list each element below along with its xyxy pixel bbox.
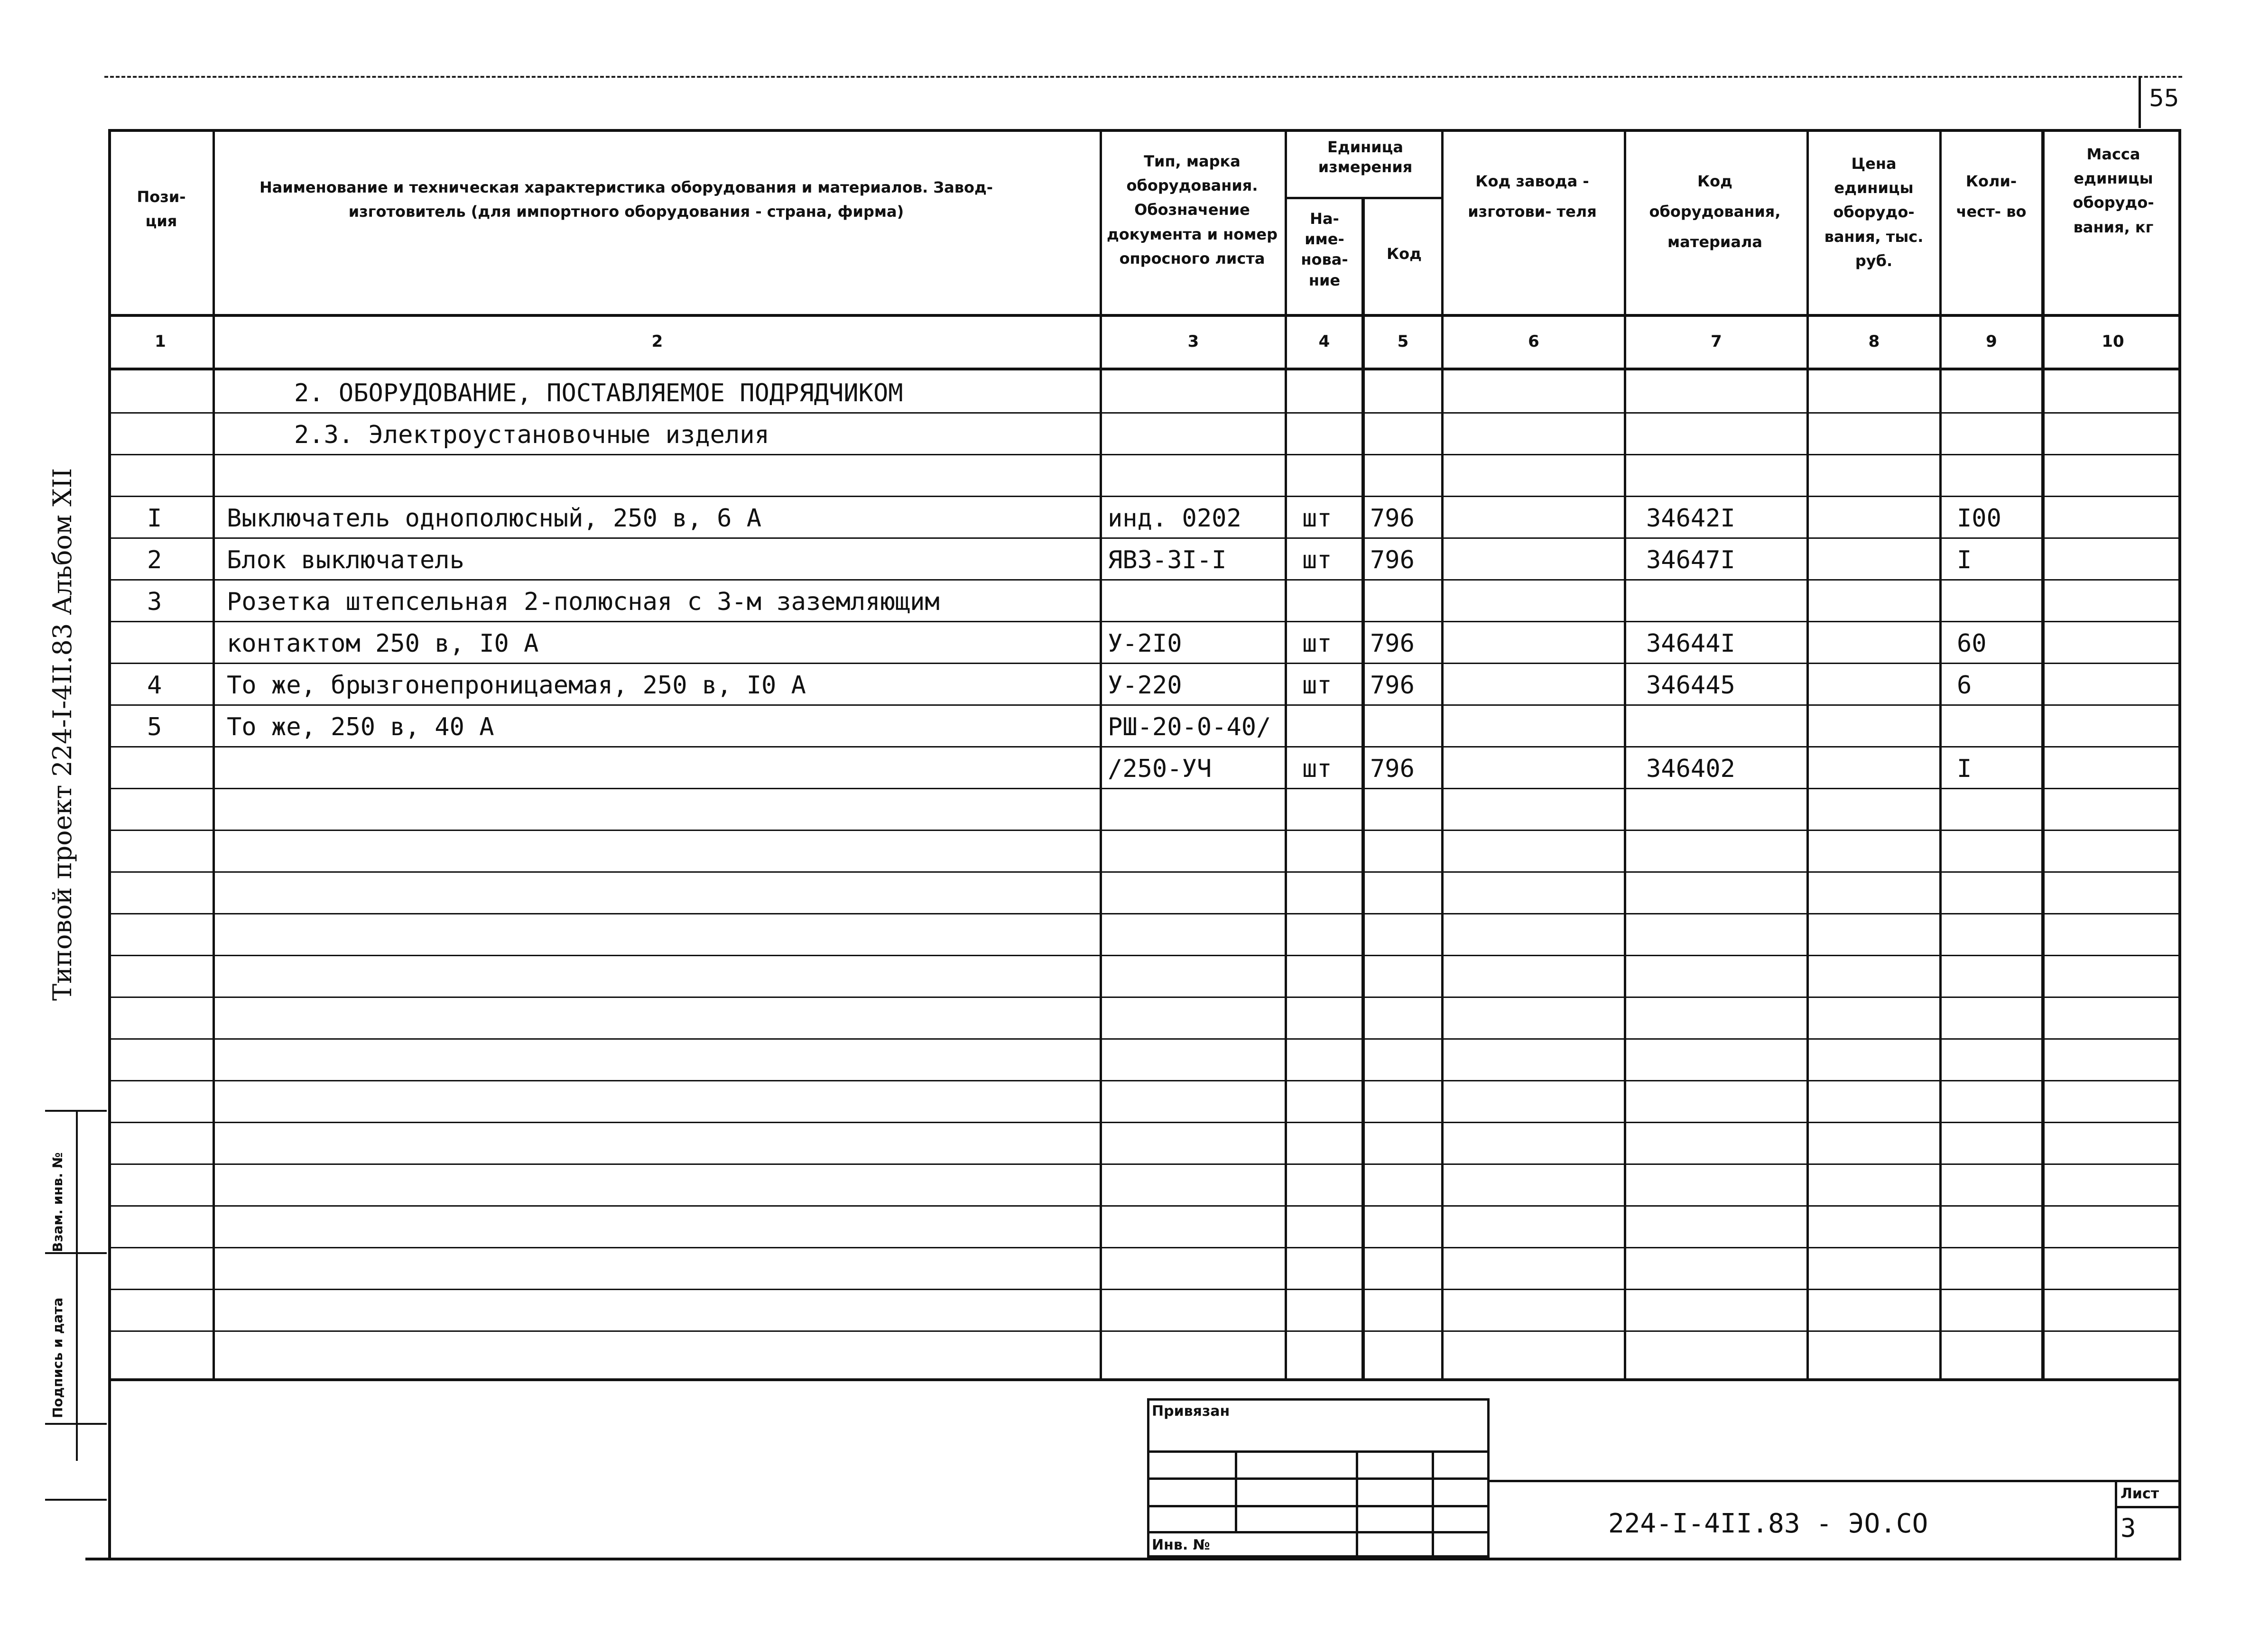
col-line-6 [1624, 129, 1626, 1381]
row-unit: шт [1302, 504, 1332, 533]
row-divider [108, 1247, 2181, 1248]
row-unit: шт [1302, 546, 1332, 574]
header-qty: Коли- чест- во [1956, 172, 2027, 221]
privyazan-h2 [1147, 1477, 1490, 1480]
page-number-box-left [2139, 76, 2141, 128]
row-pos: 2 [147, 546, 162, 574]
row-divider [108, 454, 2181, 455]
row-divider [108, 579, 2181, 581]
privyazan-v1 [1235, 1450, 1237, 1531]
stamp-strip-h1 [45, 1110, 107, 1112]
row-name: 2.3. Электроустановочные изделия [294, 421, 769, 449]
row-equip: 346445 [1646, 671, 1735, 700]
page-number: 55 [2149, 84, 2179, 112]
header-name: Наименование и техническая характеристика оборудования и материалов. Завод-изготовитель (для импортного оборудования - страна, фирма) [259, 178, 993, 221]
header-unit-code: Код [1387, 245, 1422, 263]
row-divider [108, 871, 2181, 873]
colnum-9: 9 [1986, 332, 1997, 351]
sheet-number: 3 [2121, 1513, 2136, 1543]
row-qty: 6 [1957, 671, 1972, 700]
header-unit-name: На- име- нова- ние [1301, 210, 1348, 289]
row-divider [108, 1289, 2181, 1290]
row-qty: I00 [1957, 504, 2001, 533]
colnum-5: 5 [1397, 332, 1409, 351]
row-code: 796 [1370, 504, 1415, 533]
top-rule [104, 76, 2182, 78]
privyazan-v2 [1356, 1450, 1358, 1558]
col-line-3 [1285, 129, 1287, 1381]
stamp-label-podpis: Подпись и дата [50, 1297, 65, 1418]
sheet-box-mid [2115, 1506, 2181, 1508]
row-divider [108, 746, 2181, 748]
row-equip: 34647I [1646, 546, 1735, 574]
privyazan-h3 [1147, 1505, 1490, 1507]
row-unit: шт [1302, 755, 1332, 783]
col-line-7 [1806, 129, 1809, 1381]
row-code: 796 [1370, 671, 1415, 700]
row-type: У-220 [1108, 671, 1182, 700]
row-type: У-2I0 [1108, 629, 1182, 658]
row-qty: I [1957, 755, 1972, 783]
side-project-title: Типовой проект 224-I-4II.83 Альбом XII [47, 468, 77, 1001]
sheet-label: Лист [2121, 1486, 2159, 1502]
row-divider [108, 830, 2181, 831]
row-code: 796 [1370, 629, 1415, 658]
row-code: 796 [1370, 546, 1415, 574]
col-line-5 [1441, 129, 1444, 1381]
header-price: Цена единицы оборудо- вания, тыс. руб. [1824, 155, 1924, 270]
colnum-6: 6 [1528, 332, 1539, 351]
row-pos: I [147, 504, 162, 533]
frame-bottom [85, 1558, 2181, 1560]
privyazan-v3 [1432, 1450, 1434, 1558]
row-divider [108, 1205, 2181, 1207]
row-type: инд. 0202 [1108, 504, 1241, 533]
frame-right-lower [2178, 1375, 2181, 1560]
stamp-label-vzam: Взам. инв. № [50, 1152, 65, 1252]
row-equip: 34644I [1646, 629, 1735, 658]
row-pos: 3 [147, 588, 162, 616]
col-line-8 [1939, 129, 1942, 1381]
row-divider [108, 1163, 2181, 1165]
row-divider [108, 1038, 2181, 1040]
colnum-4: 4 [1318, 332, 1330, 351]
row-name: То же, брызгонепроницаемая, 250 в, I0 А [227, 671, 806, 700]
header-equip-code: Код оборудования, материала [1649, 172, 1781, 251]
doc-code-top [1490, 1480, 2181, 1482]
row-divider [108, 913, 2181, 914]
row-pos: 4 [147, 671, 162, 700]
row-type: РШ-20-0-40/ [1108, 713, 1271, 741]
stamp-strip-h2 [45, 1252, 107, 1254]
row-equip: 346402 [1646, 755, 1735, 783]
sheet-box-left [2115, 1480, 2117, 1560]
stamp-strip-h4 [45, 1499, 107, 1501]
header-unit-group: Единица измерения [1318, 138, 1413, 176]
row-unit: шт [1302, 671, 1332, 700]
stamp-strip-h3 [45, 1423, 107, 1425]
colnum-10: 10 [2102, 332, 2124, 351]
header-mass: Масса единицы оборудо- вания, кг [2073, 145, 2154, 236]
header-type: Тип, марка оборудования. Обозначение документа и номер опросного листа [1106, 152, 1278, 268]
frame-left-lower [108, 1375, 111, 1560]
row-name: Блок выключатель [227, 546, 464, 574]
stamp-strip-line [76, 1110, 78, 1461]
header-pos: Пози- ция [137, 188, 186, 231]
privyazan-h4 [1147, 1531, 1490, 1533]
row-divider [108, 997, 2181, 998]
row-divider [108, 496, 2181, 497]
row-divider [108, 1330, 2181, 1332]
row-name: То же, 250 в, 40 А [227, 713, 494, 741]
row-code: 796 [1370, 755, 1415, 783]
header-bottom [108, 314, 2181, 317]
row-divider [108, 537, 2181, 539]
row-equip: 34642I [1646, 504, 1735, 533]
row-name: Выключатель однополюсный, 250 в, 6 А [227, 504, 762, 533]
row-divider [108, 621, 2181, 622]
doc-code: 224-I-4II.83 - ЭО.СО [1608, 1508, 1928, 1539]
colnum-3: 3 [1187, 332, 1199, 351]
col-line-2 [1100, 129, 1102, 1381]
row-divider [108, 1122, 2181, 1123]
unit-group-divider [1285, 197, 1444, 199]
col-line-1 [213, 129, 215, 1381]
row-type: /250-УЧ [1108, 755, 1212, 783]
row-type: ЯВЗ-3I-I [1108, 546, 1227, 574]
row-divider [108, 412, 2181, 414]
colnum-8: 8 [1868, 332, 1880, 351]
row-name: Розетка штепсельная 2-полюсная с 3-м заземляющим [227, 588, 940, 616]
row-divider [108, 663, 2181, 664]
row-name: контактом 250 в, I0 А [227, 629, 539, 658]
row-qty: 60 [1957, 629, 1987, 658]
privyazan-h1 [1147, 1450, 1490, 1453]
row-qty: I [1957, 546, 1972, 574]
colnum-2: 2 [651, 332, 663, 351]
row-divider [108, 955, 2181, 956]
colnum-1: 1 [155, 332, 166, 351]
row-pos: 5 [147, 713, 162, 741]
row-divider [108, 704, 2181, 706]
inv-no-label: Инв. № [1152, 1537, 1210, 1553]
row-unit: шт [1302, 629, 1332, 658]
row-name: 2. ОБОРУДОВАНИЕ, ПОСТАВЛЯЕМОЕ ПОДРЯДЧИКОМ [294, 379, 903, 407]
col-line-9 [2041, 129, 2045, 1381]
colnum-bottom [108, 368, 2181, 370]
header-maker-code: Код завода - изготови- теля [1468, 172, 1597, 221]
row-divider [108, 1080, 2181, 1081]
row-divider [108, 788, 2181, 789]
privyazan-label: Привязан [1152, 1403, 1230, 1420]
colnum-7: 7 [1711, 332, 1722, 351]
